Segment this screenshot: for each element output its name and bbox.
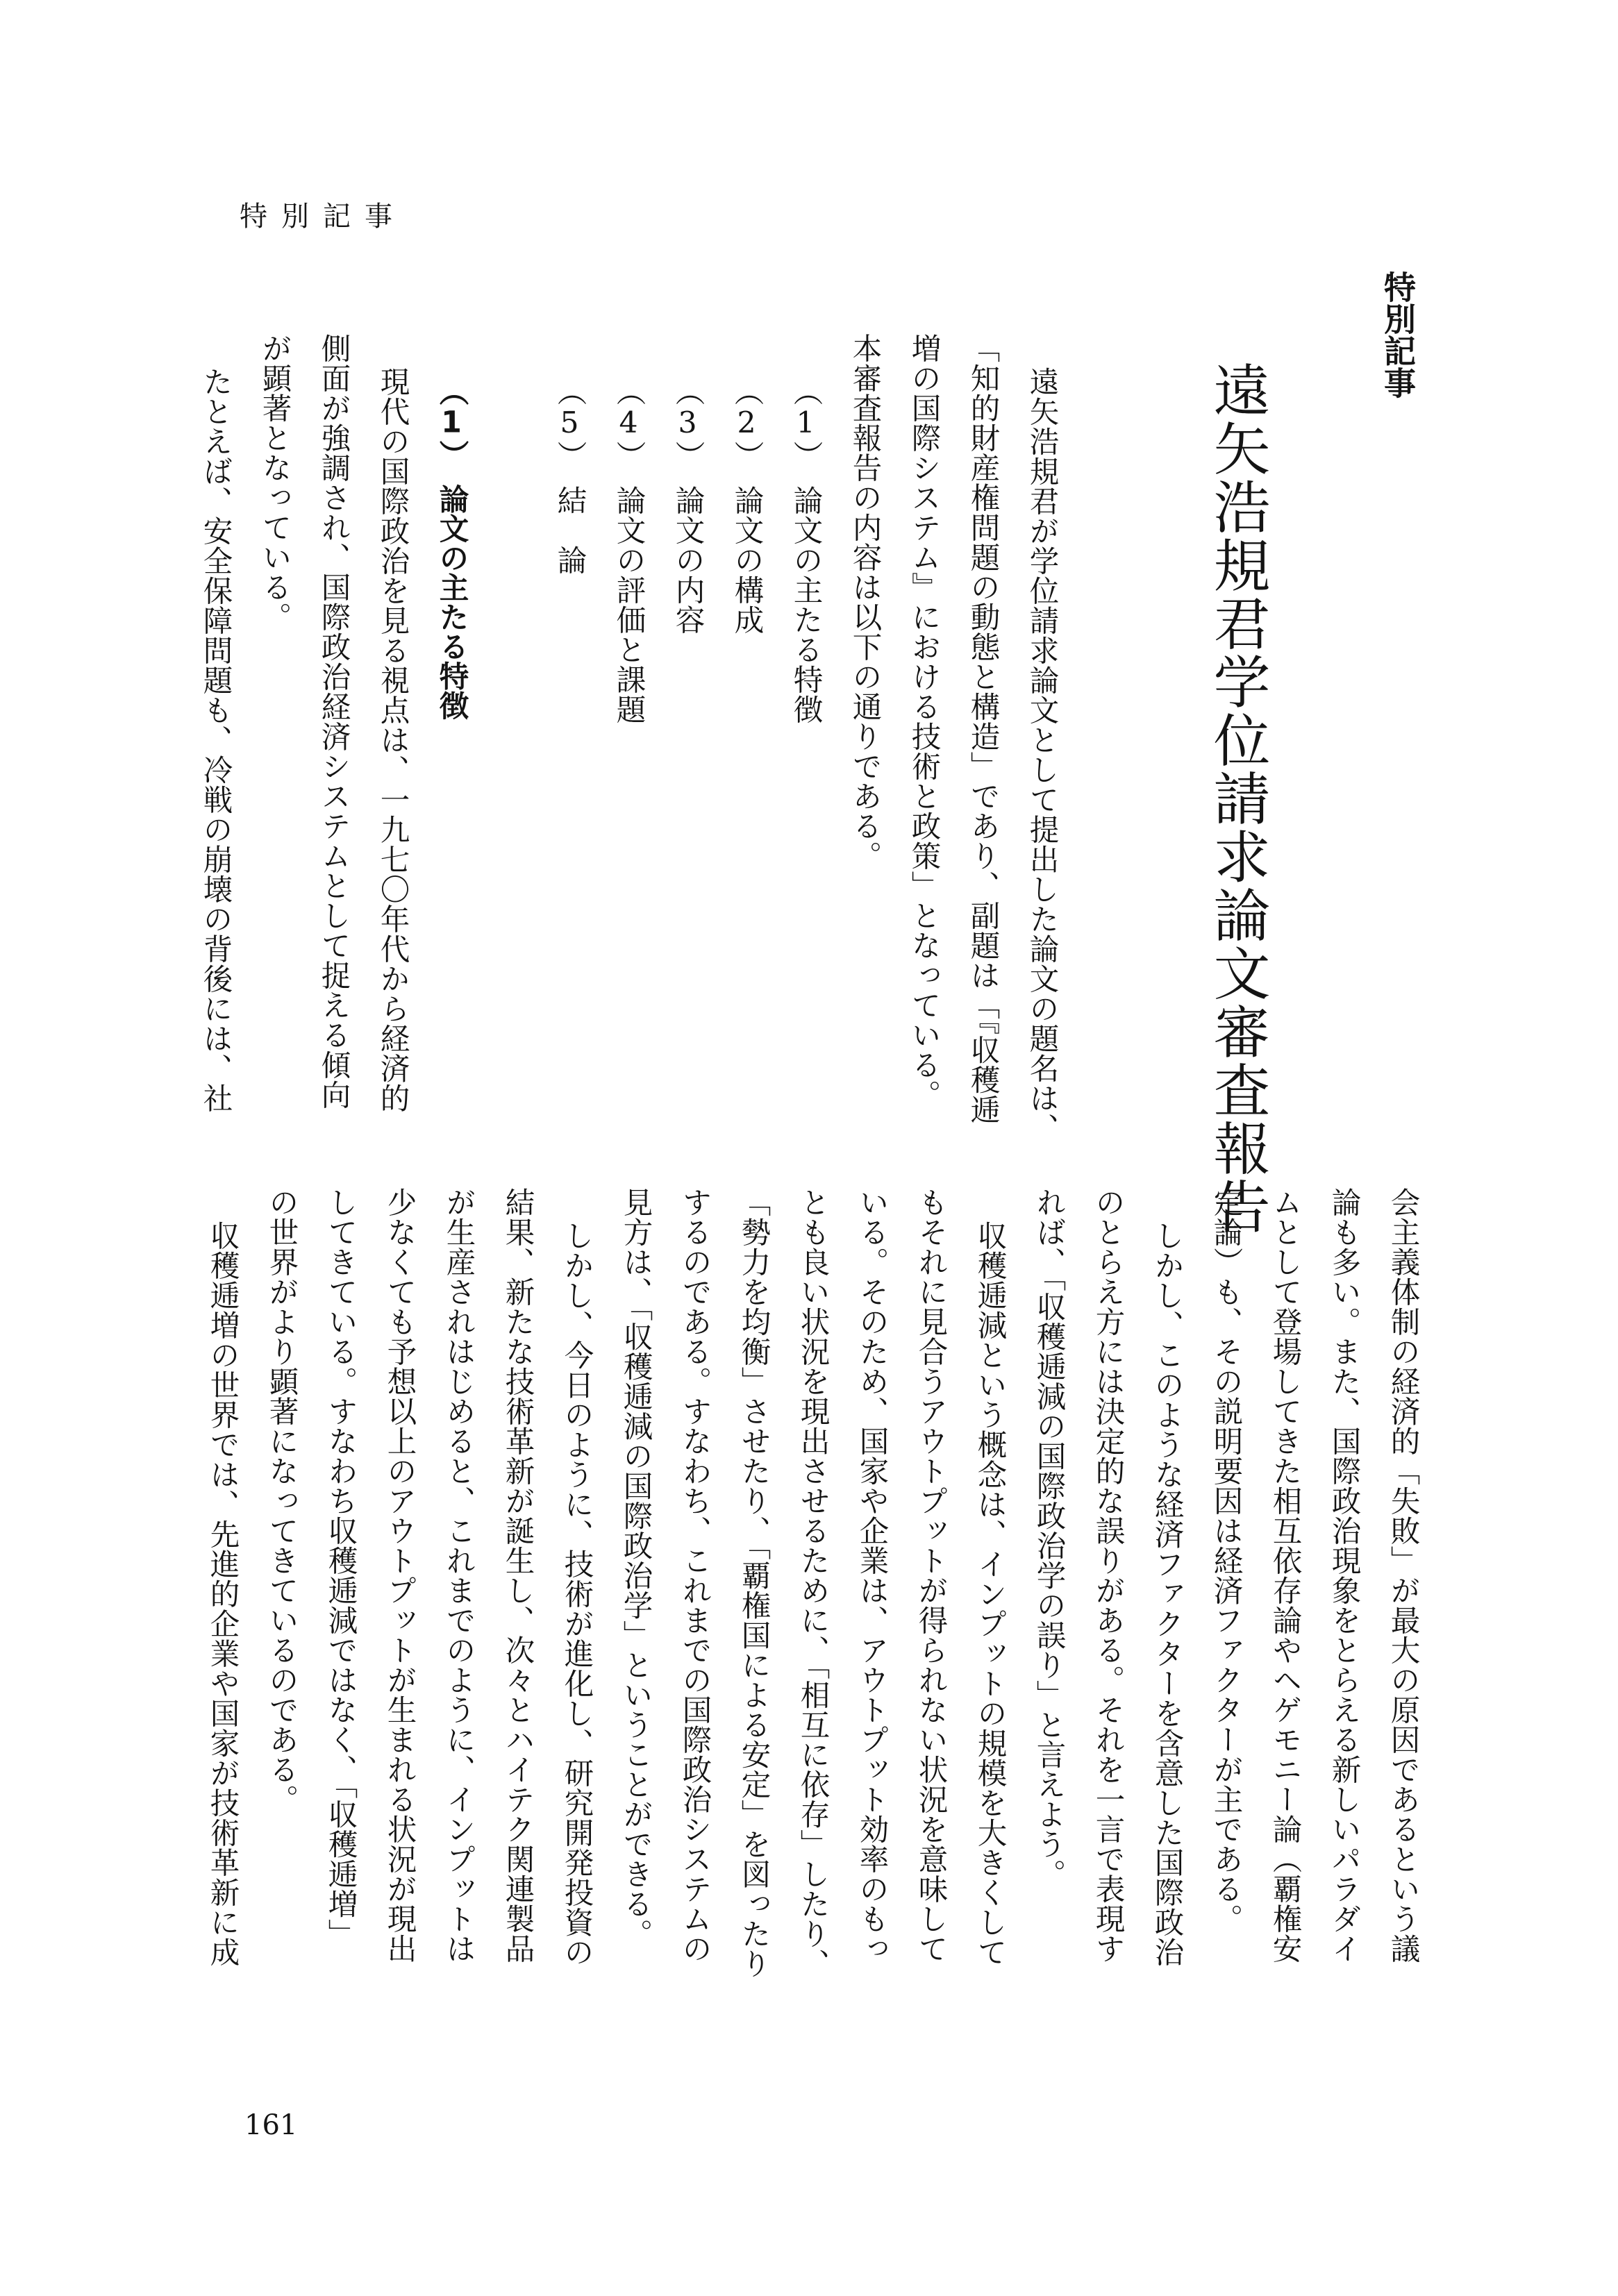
section-label: 特別記事 bbox=[1379, 271, 1417, 399]
toc-item: （4） 論文の評価と課題 bbox=[611, 376, 646, 725]
body-line: のとらえ方には決定的な誤りがある。それを一言で表現す bbox=[1090, 1187, 1125, 1963]
toc-item: （2） 論文の構成 bbox=[729, 376, 764, 635]
toc-item: （5） 結 論 bbox=[552, 376, 587, 576]
body-line: いる。そのため、国家や企業は、アウトプット効率のもっ bbox=[854, 1187, 889, 1963]
section1-line: 側面が強調され、国際政治経済システムとして捉える傾向 bbox=[316, 333, 351, 1109]
running-head: 特別記事 bbox=[240, 201, 406, 233]
body-line: しかし、今日のように、技術が進化し、研究開発投資の bbox=[559, 1221, 594, 1967]
body-line: してきている。すなわち収穫逓減ではなく、「収穫逓増」 bbox=[323, 1187, 358, 1949]
body-line: 収穫逓減という概念は、インプットの規模を大きくして bbox=[972, 1221, 1007, 1967]
section1-line: たとえば、安全保障問題も、冷戦の崩壊の背後には、社 bbox=[198, 367, 233, 1113]
body-line: 見方は、「収穫逓減の国際政治学」ということができる。 bbox=[618, 1187, 653, 1949]
body-line: ムとして登場してきた相互依存論やヘゲモニー論（覇権安 bbox=[1267, 1187, 1302, 1963]
body-line: もそれに見合うアウトプットが得られない状況を意味して bbox=[913, 1187, 948, 1963]
body-line: れば、「収穫逓減の国際政治学の誤り」と言えよう。 bbox=[1031, 1187, 1066, 1889]
body-line: 定論）も、その説明要因は経済ファクターが主である。 bbox=[1208, 1187, 1243, 1934]
body-line: しかし、このような経済ファクターを含意した国際政治 bbox=[1149, 1221, 1184, 1967]
body-line: が生産されはじめると、これまでのように、インプットは bbox=[441, 1187, 476, 1963]
page-number: 161 bbox=[244, 2109, 298, 2141]
intro-line: 本審査報告の内容は以下の通りである。 bbox=[847, 333, 882, 871]
section1-line: 現代の国際政治を見る視点は、一九七〇年代から経済的 bbox=[375, 367, 410, 1113]
intro-line: 増の国際システム』における技術と政策」となっている。 bbox=[906, 333, 941, 1109]
body-line: 結果、新たな技術革新が誕生し、次々とハイテク関連製品 bbox=[500, 1187, 535, 1963]
body-line: するのである。すなわち、これまでの国際政治システムの bbox=[677, 1187, 712, 1963]
body-line: 会主義体制の経済的「失敗」が最大の原因であるという議 bbox=[1385, 1187, 1420, 1963]
article-title: 遠矢浩規君学位請求論文審査報告 bbox=[1204, 361, 1270, 1236]
body-line: 論も多い。また、国際政治現象をとらえる新しいパラダイ bbox=[1326, 1187, 1361, 1963]
toc-item: （1） 論文の主たる特徴 bbox=[788, 376, 823, 725]
body-line: の世界がより顕著になってきているのである。 bbox=[264, 1187, 299, 1814]
intro-line: 「知的財産権問題の動態と構造」であり、副題は「『収穫逓 bbox=[965, 333, 1000, 1125]
body-line: 少なくても予想以上のアウトプットが生まれる状況が現出 bbox=[382, 1187, 417, 1963]
toc-item: （3） 論文の内容 bbox=[670, 376, 705, 635]
intro-line: 遠矢浩規君が学位請求論文として提出した論文の題名は、 bbox=[1024, 367, 1059, 1143]
body-line: とも良い状況を現出させるために、「相互に依存」したり、 bbox=[795, 1187, 830, 1979]
body-line: 「勢力を均衡」させたり、「覇権国による安定」を図ったり bbox=[736, 1187, 771, 1979]
section1-line: が顕著となっている。 bbox=[257, 333, 292, 632]
section-heading: （1） 論文の主たる特徴 bbox=[434, 376, 469, 721]
body-line: 収穫逓増の世界では、先進的企業や国家が技術革新に成 bbox=[205, 1221, 240, 1967]
